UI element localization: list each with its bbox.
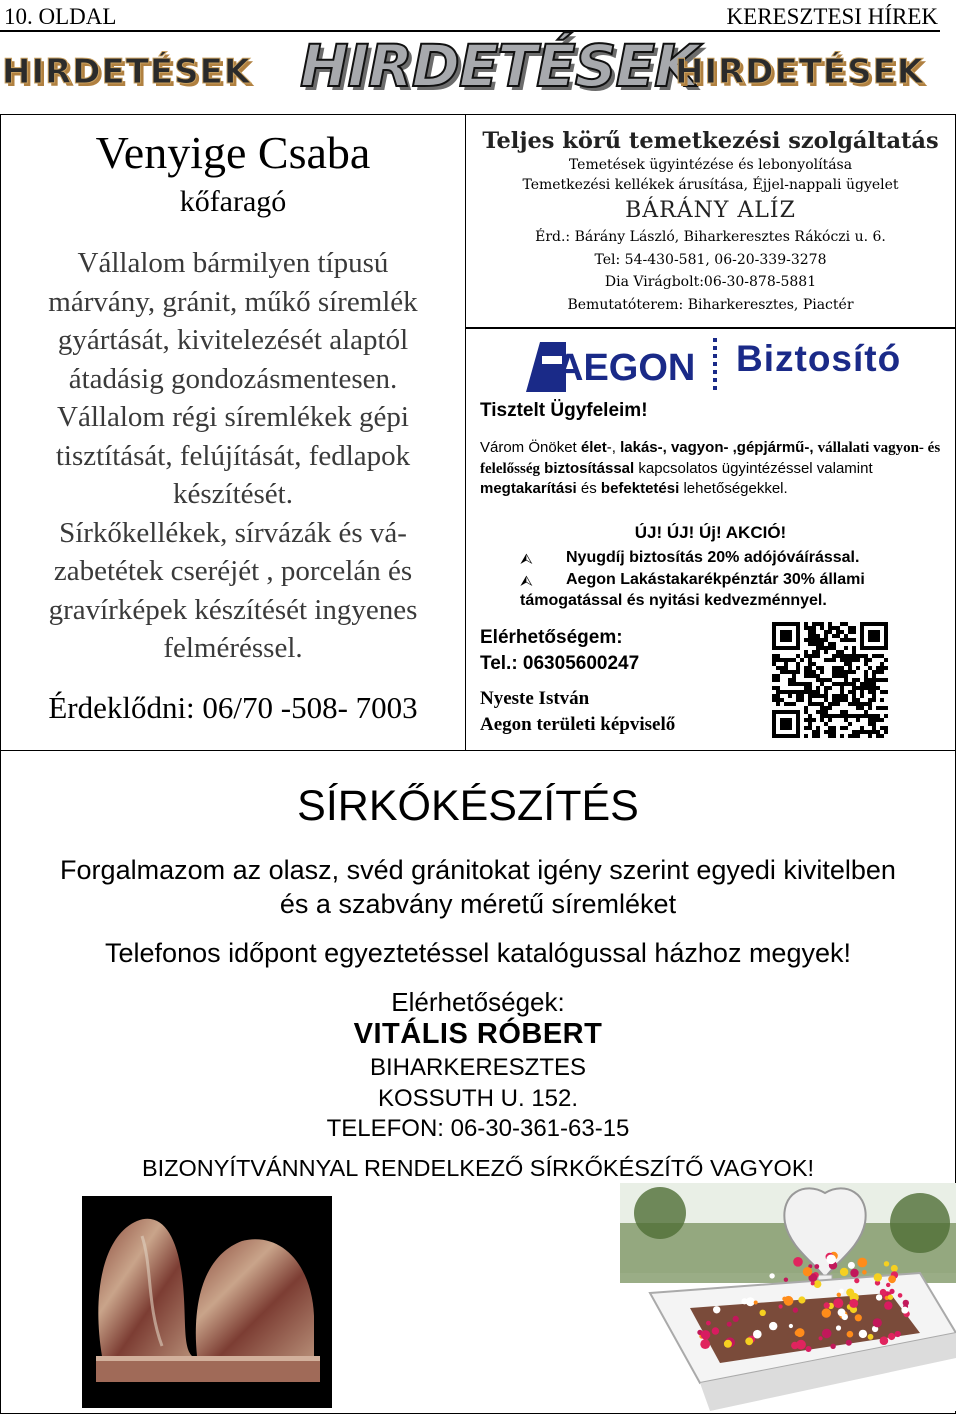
sirko-description-line-1: Forgalmazom az olasz, svéd gránitokat igény szerint egyedi kivitelben [60,855,896,885]
sirko-telefon: TELEFON: 06-30-361-63-15 [326,1115,630,1142]
venyige-name: Venyige Csaba [95,127,371,178]
aegon-separator [713,338,717,394]
right-ads-divider [465,327,956,329]
sirko-name: VITÁLIS RÓBERT [353,1018,603,1050]
sirko-title: SÍRKŐKÉSZÍTÉS [297,782,639,830]
aegon-body [480,438,942,499]
venyige-body-line: Vállalom bármilyen típusú [77,247,389,279]
funeral-line-1: Temetések ügyintézése és lebonyolítása [568,157,853,173]
venyige-body [0,244,466,668]
sirko-street: KOSSUTH U. 152. [377,1085,579,1112]
sirko-phone-line: Telefonos időpont egyeztetéssel katalógussal házhoz megyek! [105,938,851,968]
aegon-body-part: kapcsolatos ügyintézéssel valamint [634,459,873,477]
venyige-body-line: gyártását, kivitelezését alaptól [57,324,409,356]
venyige-body-line: márvány, gránit, műkő síremlék [48,285,418,318]
venyige-body-line: felméréssel. [163,632,303,664]
aegon-promo: ÚJ! ÚJ! Új! AKCIÓ! [634,523,787,542]
aegon-greeting: Tisztelt Ügyfeleim! [480,400,648,421]
aegon-body-part: vállalati vagyon- és felelősség [480,440,941,477]
sirko-description [0,853,956,921]
aegon-body-part: -, [606,439,621,456]
aegon-offer-1: Nyugdíj biztosítás 20% adójóváírással. [566,549,860,566]
funeral-name: BÁRÁNY ALÍZ [625,198,796,223]
offer-arrow-icon: ⮙ [520,551,533,568]
aegon-offer-2b: támogatással és nyitási kedvezménnyel. [520,592,827,609]
headstone-photo [82,1196,332,1408]
banner-left-word: HIRDETÉSEK [2,52,252,92]
funeral-flower-shop: Dia Virágbolt:06-30-878-5881 [604,274,817,290]
aegon-agent-title: Aegon területi képviselő [480,714,676,735]
venyige-contact: Érdeklődni: 06/70 -508- 7003 [48,690,418,725]
qr-code [764,614,896,746]
venyige-body-line: zabetétek cseréjét , porcelán és [53,555,413,587]
aegon-contact-label: Elérhetőségem: [480,627,623,648]
aegon-agent-name: Nyeste István [480,688,590,709]
aegon-contact-tel: Tel.: 06305600247 [480,653,640,674]
sirko-town: BIHARKERESZTES [369,1054,587,1081]
aegon-body-part: és [576,480,601,497]
aegon-logo-text: AEGON [556,347,696,389]
aegon-offer-2a: Aegon Lakástakarékpénztár 30% állami [566,571,865,588]
aegon-body-part: lehetőségekkel. [679,480,788,497]
banner-right-word: HIRDETÉSEK [675,52,925,92]
banner-center-word: HIRDETÉSEK [300,32,699,100]
aegon-contact [480,625,639,677]
funeral-address: Érd.: Bárány László, Biharkeresztes Rákóczi u. 6. [535,229,886,245]
venyige-body-line: készítését. [173,478,293,510]
funeral-title: Teljes körű temetkezési szolgáltatás [482,128,939,154]
venyige-body-line: gravírképek készítését ingyenes [48,593,418,626]
page-number: 10. OLDAL [4,4,117,29]
funeral-line-2: Temetkezési kellékek árusítása, Éjjel-nappali ügyelet [522,177,899,193]
aegon-body-part: befektetési [600,480,680,497]
venyige-body-line: Vállalom régi síremlékek gépi [57,401,409,433]
funeral-showroom: Bemutatóterem: Biharkeresztes, Piactér [567,297,854,313]
aegon-logo [526,336,696,396]
offer-arrow-icon: ⮙ [520,573,533,590]
grave-photo [620,1183,956,1411]
venyige-body-line: tisztítását, felújítását, fedlapok [55,439,411,472]
funeral-tel: Tel: 54-430-581, 06-20-339-3278 [594,252,827,268]
sirko-certified: BIZONYÍTVÁNNYAL RENDELKEZŐ SÍRKŐKÉSZÍTŐ VAGYOK! [141,1155,815,1181]
aegon-body-part: megtakarítási [480,480,577,497]
venyige-body-line: átadásig gondozásmentesen. [68,362,398,395]
aegon-agent [480,686,675,738]
aegon-body-part: lakás-, vagyon- ,gépjármű-, [620,439,818,456]
aegon-body-part: élet [580,439,607,456]
sirko-description-line-2: és a szabvány méretű síremléket [279,889,677,919]
venyige-body-line: Sírkőkellékek, sírvázák és vá- [59,516,407,549]
aegon-body-part: biztosítással [544,459,635,477]
ads-banner [0,32,960,104]
newspaper-name: KERESZTESI HÍREK [726,4,938,29]
venyige-trade: kőfaragó [179,185,287,218]
aegon-insurer-word: Biztosító [736,338,902,379]
aegon-body-part: Várom Önöket [480,439,581,456]
sirko-contact-label: Elérhetőségek: [391,987,565,1017]
